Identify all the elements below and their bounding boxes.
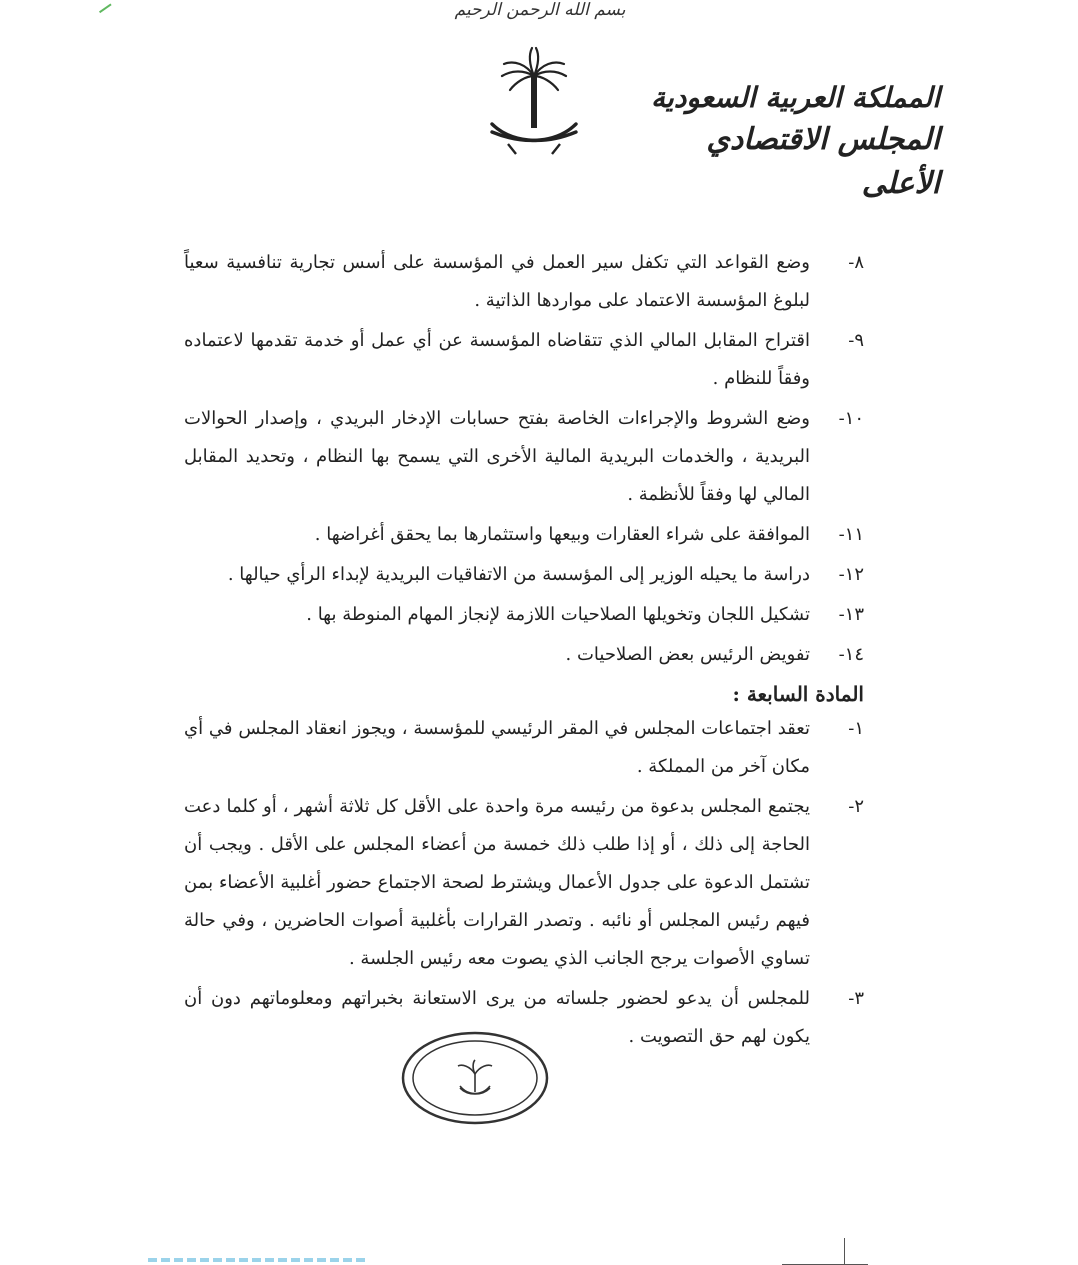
list-item — [184, 322, 864, 398]
footer-scan-line — [148, 1258, 368, 1262]
item-text: دراسة ما يحيله الوزير إلى المؤسسة من الاتفاقيات البريدية لإبداء الرأي حيالها . — [227, 564, 810, 585]
list-item — [184, 516, 864, 554]
palm-swords-emblem-icon — [486, 46, 582, 162]
item-number: ١٠- — [838, 408, 864, 429]
item-text: تعقد اجتماعات المجلس في المقر الرئيسي للمؤسسة ، ويجوز انعقاد المجلس في أي مكان آخر من المملكة . — [184, 718, 810, 777]
item-text: تشكيل اللجان وتخويلها الصلاحيات اللازمة لإنجاز المهام المنوطة بها . — [306, 604, 810, 625]
item-number: ١٣- — [838, 604, 864, 625]
list-item — [184, 596, 864, 634]
official-seal-stamp — [400, 1030, 550, 1126]
item-number: ٣- — [848, 988, 864, 1009]
item-text: الموافقة على شراء العقارات وبيعها واستثمارها بما يحقق أغراضها . — [314, 524, 810, 545]
item-number: ٩- — [848, 330, 864, 351]
item-number: ٨- — [848, 252, 864, 273]
list-item — [184, 788, 864, 978]
letterhead — [640, 78, 940, 206]
list-item — [184, 244, 864, 320]
item-number: ٢- — [848, 796, 864, 817]
item-text: تفويض الرئيس بعض الصلاحيات . — [565, 644, 810, 665]
council-name: المجلس الاقتصادي الأعلى — [706, 122, 940, 201]
item-text: يجتمع المجلس بدعوة من رئيسه مرة واحدة على الأقل كل ثلاثة أشهر ، أو كلما دعت الحاجة إلى ذلك ، أو إذا طلب ذلك خمسة من أعضاء المجلس على الأقل . ويجب أن تشتمل الدعوة على جدول الأعمال ويشترط لصحة الاجتماع حضور أغلبية الأعضاء بمن فيهم رئيس المجلس أو نائبه . وتصدر القرارات بأغلبية أصوات الحاضرين ، وفي حالة تساوي الأصوات يرجح الجانب الذي يصوت معه رئيس الجلسة . — [184, 796, 810, 969]
list-item — [184, 636, 864, 674]
item-number: ١- — [848, 718, 864, 739]
item-text: اقتراح المقابل المالي الذي تتقاضاه المؤسسة عن أي عمل أو خدمة تقدمها لاعتماده وفقاً للنظام . — [184, 330, 810, 389]
basmala: بسم الله الرحمن الرحيم — [454, 0, 626, 20]
document-body — [184, 244, 864, 1056]
item-number: ١٢- — [838, 564, 864, 585]
item-text: وضع القواعد التي تكفل سير العمل في المؤسسة على أسس تجارية تنافسية سعياً لبلوغ المؤسسة الاعتماد على مواردها الذاتية . — [184, 252, 810, 311]
item-text: للمجلس أن يدعو لحضور جلساته من يرى الاستعانة بخبراتهم ومعلوماتهم دون أن يكون لهم حق التصويت . — [184, 988, 810, 1047]
item-text: وضع الشروط والإجراءات الخاصة بفتح حسابات الإدخار البريدي ، وإصدار الحوالات البريدية ، والخدمات البريدية المالية الأخرى التي يسمح بها النظام ، وتحديد المقابل المالي لها وفقاً للأنظمة . — [184, 408, 810, 505]
corner-scan-mark — [94, 0, 111, 13]
footer-signature-mark — [782, 1238, 868, 1265]
article-title: المادة السابعة : — [732, 682, 864, 706]
kingdom-name: المملكة العربية السعودية — [651, 81, 940, 114]
list-item — [184, 400, 864, 514]
list-item — [184, 556, 864, 594]
item-number: ١٤- — [838, 644, 864, 665]
item-number: ١١- — [838, 524, 864, 545]
list-item — [184, 710, 864, 786]
